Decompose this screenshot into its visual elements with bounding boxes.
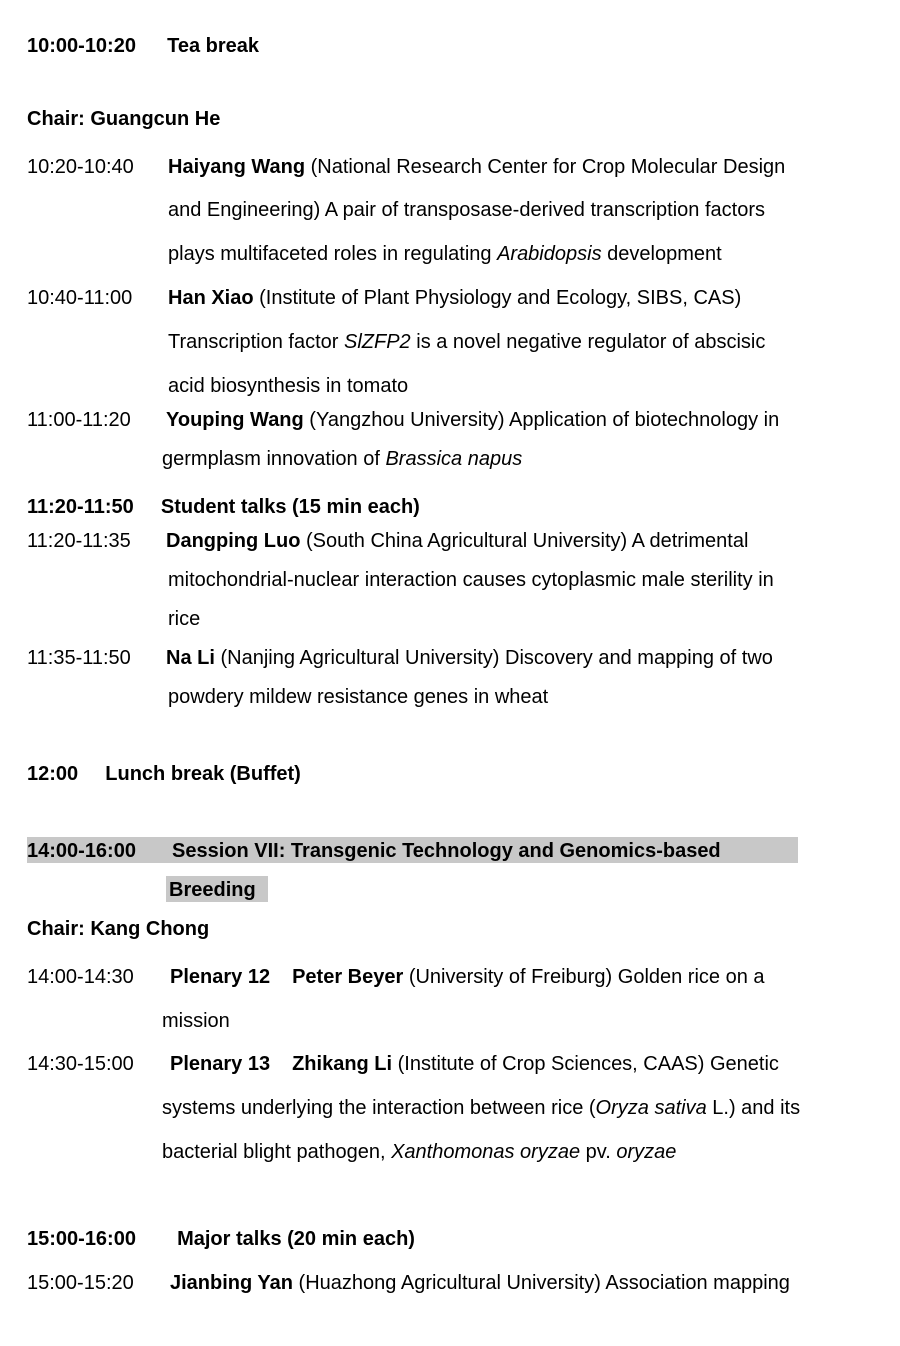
talk-line [170,1052,779,1076]
tea-break-row [27,34,259,58]
session-title: Breeding [169,879,256,901]
tea-break-time: 10:00-10:20 [27,35,136,57]
talk-text: (Yangzhou University) Application of biotechnology in [303,409,780,431]
talk-text: systems underlying the interaction between rice ( [162,1097,596,1119]
tea-break-label: Tea break [167,35,259,57]
chair-kang-chong: Chair: Kang Chong [27,918,210,940]
talk-text: (South China Agricultural University) A detrimental [300,530,749,552]
talk-text: L.) and its [706,1097,801,1119]
talk-line [166,646,773,670]
talk-line [166,408,779,432]
talk-line: rice [168,608,201,630]
student-talks-time: 11:20-11:50 [27,496,134,518]
talk-text: Transcription factor [168,331,344,353]
species-name: Arabidopsis [497,243,602,265]
speaker-name: Peter Beyer [292,966,404,988]
species-name: oryzae [616,1141,677,1163]
talk-text: (National Research Center for Crop Molecular Design [305,156,786,178]
speaker-name: Dangping Luo [166,530,301,552]
talk-line [170,965,765,989]
lunch-label: Lunch break (Buffet) [105,763,301,785]
talk-line: and Engineering) A pair of transposase-derived transcription factors [168,199,766,221]
student-talks-label: Student talks (15 min each) [160,496,420,518]
talk-line [162,1140,676,1164]
chair-guangcun-he: Chair: Guangcun He [27,108,221,130]
talk-text: (Institute of Crop Sciences, CAAS) Genetic [392,1053,779,1075]
speaker-name: Jianbing Yan [170,1272,293,1294]
talk-text: bacterial blight pathogen, [162,1141,392,1163]
talk-time: 14:30-15:00 [27,1053,134,1075]
gene-name: SlZFP2 [344,331,411,353]
plenary-tag: Plenary 12 [170,966,271,988]
major-talks-time: 15:00-16:00 [27,1228,136,1250]
talk-line [168,155,785,179]
talk-line: acid biosynthesis in tomato [168,375,409,397]
talk-text: (University of Freiburg) Golden rice on a [403,966,765,988]
talk-time: 10:40-11:00 [27,287,133,309]
talk-line [168,286,741,310]
talk-text: (Institute of Plant Physiology and Ecology, SIBS, CAS) [253,287,742,309]
talk-text: development [601,243,722,265]
talk-line: powdery mildew resistance genes in wheat [168,686,549,708]
talk-time: 11:00-11:20 [27,409,131,431]
speaker-name: Youping Wang [166,409,304,431]
speaker-name: Han Xiao [168,287,254,309]
talk-text: (Huazhong Agricultural University) Association mapping [293,1272,790,1294]
talk-line [166,529,748,553]
session-title: Session VII: Transgenic Technology and Genomics-based [172,840,721,862]
session-time: 14:00-16:00 [27,840,136,862]
species-name: Oryza sativa [595,1097,707,1119]
talk-line [170,1271,790,1295]
talk-line [162,1096,800,1120]
talk-time: 11:20-11:35 [27,530,131,552]
talk-time: 11:35-11:50 [27,647,131,669]
speaker-name: Haiyang Wang [168,156,306,178]
student-talks-row [27,495,420,519]
plenary-tag: Plenary 13 [170,1053,271,1075]
speaker-name: Zhikang Li [292,1053,393,1075]
major-talks-row [27,1227,415,1251]
speaker-name: Na Li [166,647,215,669]
talk-line: mitochondrial-nuclear interaction causes cytoplasmic male sterility in [168,569,774,591]
talk-text: is a novel negative regulator of abscisic [410,331,766,353]
major-talks-label: Major talks (20 min each) [177,1228,415,1250]
talk-line [168,330,765,354]
talk-time: 15:00-15:20 [27,1272,134,1294]
species-name: Xanthomonas oryzae [391,1141,581,1163]
talk-line: mission [162,1010,230,1032]
talk-text: plays multifaceted roles in regulating [168,243,498,265]
talk-line [168,242,722,266]
talk-text: (Nanjing Agricultural University) Discovery and mapping of two [214,647,773,669]
talk-line [162,447,522,471]
talk-text: pv. [580,1141,617,1163]
talk-time: 14:00-14:30 [27,966,134,988]
lunch-row [27,762,301,786]
talk-text: germplasm innovation of [162,448,386,470]
lunch-time: 12:00 [27,763,79,785]
species-name: Brassica napus [385,448,523,470]
talk-time: 10:20-10:40 [27,156,134,178]
